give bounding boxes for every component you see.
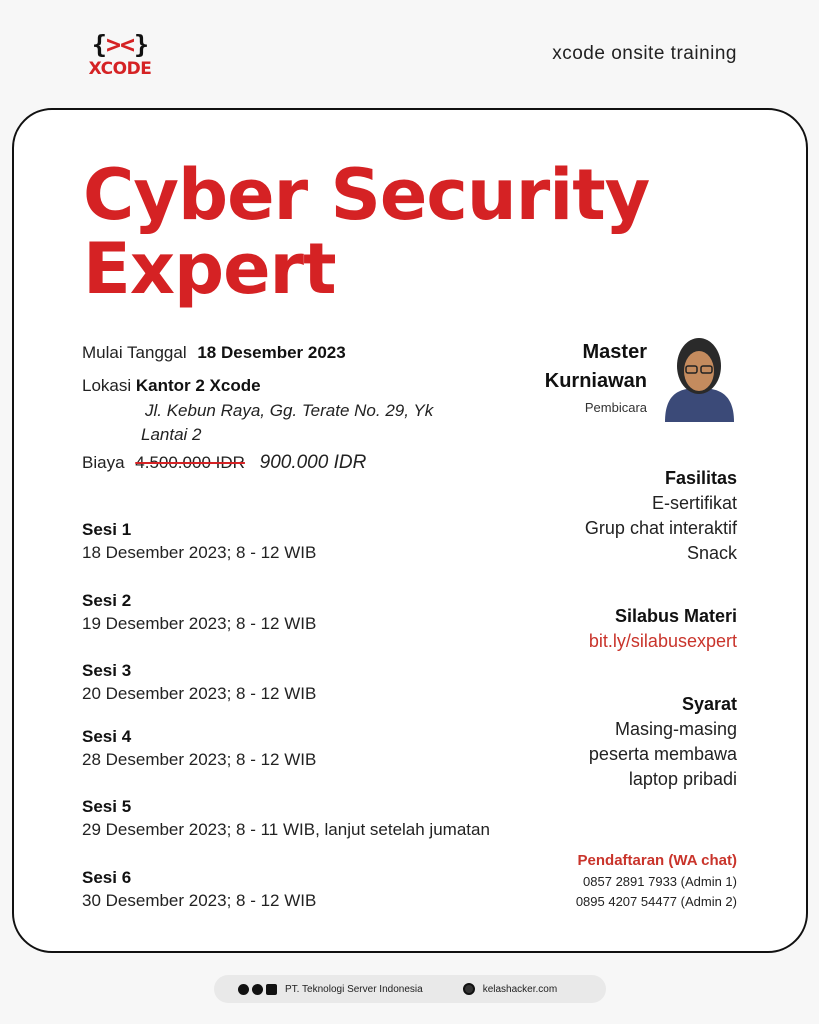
cost-old: 4.500.000 IDR	[135, 453, 245, 472]
syllabus-title: Silabus Materi	[614, 606, 737, 626]
speaker-block	[545, 338, 647, 415]
instagram-icon[interactable]	[238, 984, 249, 995]
location-value: Kantor 2 Xcode	[135, 376, 261, 395]
linkedin-icon[interactable]	[266, 984, 277, 995]
session-item	[82, 590, 316, 636]
session-item	[82, 796, 490, 842]
logo-brace-left: {	[91, 30, 106, 59]
cost-row	[82, 452, 366, 474]
footer-company: PT. Teknologi Server Indonesia	[285, 983, 423, 995]
session-date: 19 Desember 2023; 8 - 12 WIB	[82, 614, 317, 633]
logo-mark	[84, 30, 156, 60]
session-date: 28 Desember 2023; 8 - 12 WIB	[82, 750, 317, 769]
speaker-name-line-2: Kurniawan	[544, 370, 647, 392]
title-line-1: Cyber Security	[83, 154, 650, 236]
cost-new: 900.000 IDR	[259, 452, 367, 473]
address-line-1: Jl. Kebun Raya, Gg. Terate No. 29, Yk	[145, 401, 434, 420]
requirement-line: laptop pribadi	[628, 769, 737, 789]
title-line-2: Expert	[83, 228, 336, 310]
session-date: 29 Desember 2023; 8 - 11 WIB, lanjut setelah jumatan	[82, 820, 490, 839]
session-item	[82, 726, 316, 772]
speaker-photo	[661, 332, 738, 422]
globe-icon	[463, 983, 475, 995]
session-title: Sesi 5	[82, 797, 132, 816]
requirement-line: Masing-masing	[614, 719, 737, 739]
session-title: Sesi 2	[82, 591, 132, 610]
page-title	[83, 154, 683, 310]
session-title: Sesi 4	[82, 727, 132, 746]
logo-name: XCODE	[88, 59, 152, 79]
facilities-title: Fasilitas	[664, 468, 737, 488]
photo-face	[684, 351, 714, 391]
footer-site[interactable]: kelashacker.com	[482, 983, 558, 995]
session-item	[82, 519, 316, 565]
session-date: 18 Desember 2023; 8 - 12 WIB	[82, 543, 317, 562]
facility-item: E-sertifikat	[651, 493, 737, 513]
session-item	[82, 660, 316, 706]
session-title: Sesi 1	[82, 520, 132, 539]
speaker-name-line-1: Master	[582, 341, 647, 363]
start-value: 18 Desember 2023	[197, 343, 346, 362]
address-line-2: Lantai 2	[141, 425, 202, 444]
location-row	[82, 376, 261, 396]
logo-brace-right: }	[134, 30, 149, 59]
session-item	[82, 867, 316, 913]
start-label: Mulai Tanggal	[82, 343, 187, 362]
syllabus-block	[589, 604, 737, 654]
tagline: xcode onsite training	[552, 43, 737, 64]
session-title: Sesi 6	[82, 868, 132, 887]
youtube-icon[interactable]	[252, 984, 263, 995]
session-date: 20 Desember 2023; 8 - 12 WIB	[82, 684, 317, 703]
requirement-line: peserta membawa	[588, 744, 737, 764]
facilities-block	[585, 466, 737, 566]
session-title: Sesi 3	[82, 661, 132, 680]
facility-item: Snack	[686, 543, 737, 563]
social-icons	[238, 984, 277, 995]
syllabus-link[interactable]: bit.ly/silabusexpert	[588, 631, 737, 651]
xcode-logo	[84, 30, 156, 78]
footer-bar	[214, 975, 606, 1003]
registration-title: Pendaftaran (WA chat)	[577, 852, 737, 869]
session-date: 30 Desember 2023; 8 - 12 WIB	[82, 891, 317, 910]
registration-contact[interactable]: 0895 4207 54477 (Admin 2)	[575, 894, 737, 909]
requirements-title: Syarat	[681, 694, 737, 714]
cost-label: Biaya	[82, 453, 125, 472]
facility-item: Grup chat interaktif	[584, 518, 737, 538]
start-date-row	[82, 343, 346, 363]
address	[141, 399, 433, 447]
requirements-block	[589, 692, 737, 792]
registration-contact[interactable]: 0857 2891 7933 (Admin 1)	[583, 874, 737, 889]
logo-arrows: ><	[105, 30, 135, 59]
location-label: Lokasi	[82, 376, 132, 395]
speaker-role: Pembicara	[584, 400, 647, 415]
registration-block	[576, 850, 737, 912]
